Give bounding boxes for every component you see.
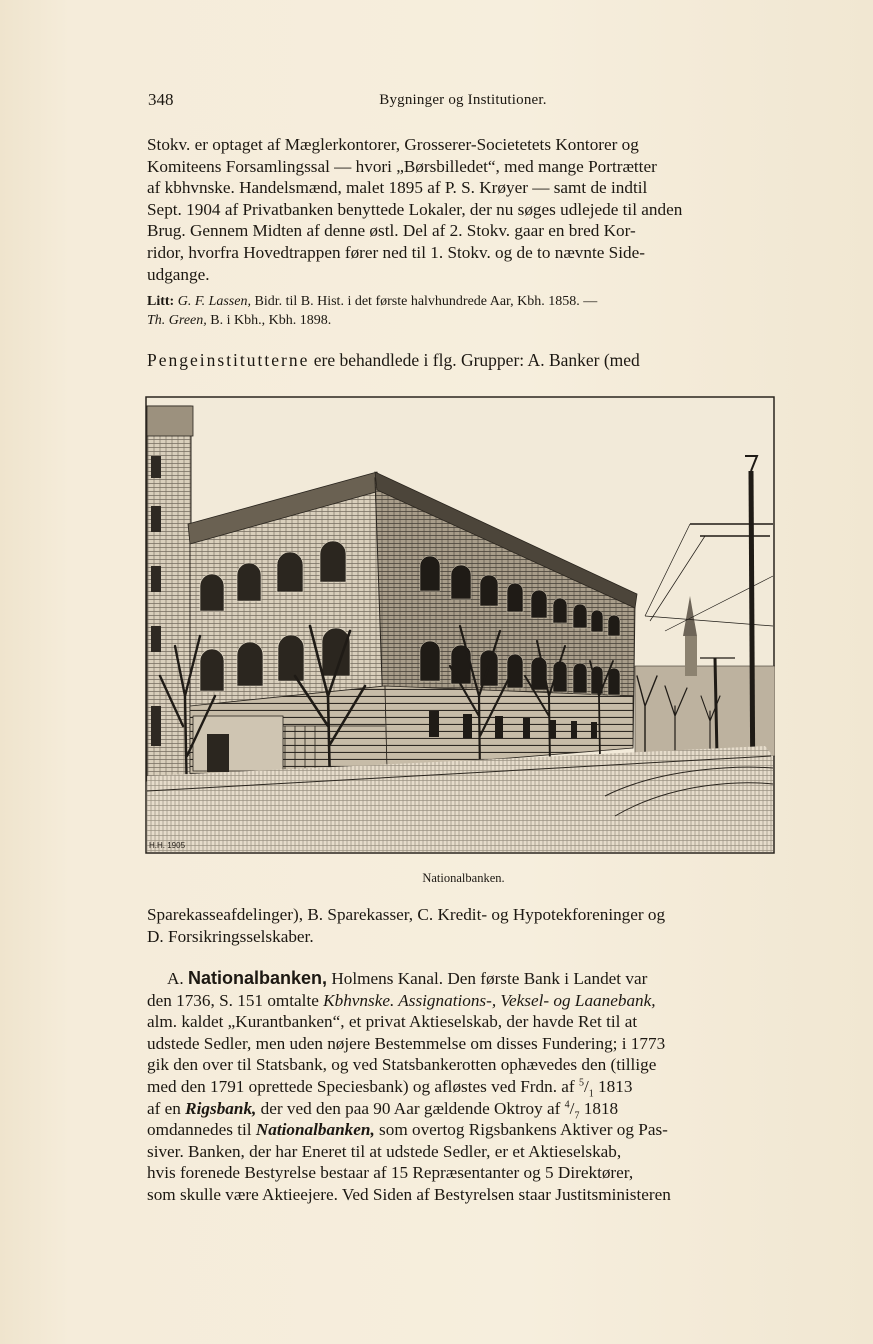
text-fragment: omdannedes til bbox=[147, 1120, 252, 1140]
text-line: som skulle være Aktieejere. Ved Siden af Bestyrelsen staar Justitsministeren bbox=[147, 1184, 671, 1204]
running-title: Bygninger og Institutioner. bbox=[379, 92, 547, 108]
text-fragment: den 1736, S. 151 omtalte bbox=[147, 990, 319, 1010]
text-line: D. Forsikringsselskaber. bbox=[147, 926, 314, 946]
text-line: Brug. Gennem Midten af denne østl. Del af 2. Stokv. gaar en bred Kor- bbox=[147, 221, 636, 241]
engraver-mark: H.H. 1905 bbox=[149, 841, 186, 850]
text-line: alm. kaldet „Kurantbanken“, et privat Aktieselskab, der havde Ret til at bbox=[147, 1012, 638, 1032]
page-header bbox=[148, 90, 778, 114]
text-line: ridor, hvorfra Hovedtrappen fører ned til 1. Stokv. og de to nævnte Side- bbox=[147, 242, 645, 262]
section-prefix: A. bbox=[167, 969, 184, 988]
text-fragment-italic: Nationalbanken, bbox=[255, 1120, 375, 1140]
lit-label: Litt: bbox=[147, 294, 175, 309]
paragraph-groups bbox=[147, 904, 780, 947]
fraction-numerator: 5 bbox=[578, 1077, 584, 1089]
text-fragment-italic: Kbhvnske. Assignations-, Veksel- og Laanebank, bbox=[323, 990, 656, 1010]
text-line: af kbhvnske. Handelsmænd, malet 1895 af P. S. Krøyer — samt de indtil bbox=[147, 178, 648, 198]
text-line: hvis forenede Bestyrelse bestaar af 15 Repræsentanter og 5 Direktører, bbox=[147, 1163, 634, 1183]
text-fragment: der ved den paa 90 Aar gældende Oktroy af bbox=[260, 1098, 561, 1118]
text-line: gik den over til Statsbank, og ved Statsbankerotten ophævedes den (tillige bbox=[147, 1055, 657, 1075]
text-line: Sept. 1904 af Privatbanken benyttede Lokaler, der nu søges udlejede til anden bbox=[147, 199, 683, 219]
literature-reference bbox=[147, 292, 780, 330]
text-fragment: af en bbox=[147, 1098, 181, 1118]
text-line: Sparekasseafdelinger), B. Sparekasser, C. Kredit- og Hypotekforeninger og bbox=[147, 905, 666, 924]
nationalbanken-illustration bbox=[145, 396, 775, 854]
paragraph-stock-exchange bbox=[147, 134, 780, 285]
lit-text: B. i Kbh., Kbh. 1898. bbox=[210, 313, 332, 328]
fraction-denominator: 1 bbox=[588, 1088, 594, 1100]
text-line: udgange. bbox=[147, 264, 210, 284]
text-fragment: som overtog Rigsbankens Aktiver og Pas- bbox=[379, 1120, 668, 1140]
intro-line bbox=[147, 350, 780, 372]
text-fragment-italic: Rigsbank, bbox=[185, 1098, 257, 1118]
section-title: Nationalbanken, bbox=[188, 968, 328, 988]
text-fragment: Holmens Kanal. Den første Bank i Landet var bbox=[331, 969, 648, 988]
text-fragment: 1813 bbox=[598, 1076, 633, 1096]
text-fragment: med den 1791 oprettede Speciesbank) og afløstes ved Frdn. af bbox=[147, 1076, 575, 1096]
text-fragment: 1818 bbox=[583, 1098, 619, 1118]
section-nationalbanken: A. Nationalbanken, Holmens Kanal. Den første Bank i Landet var den 1736, S. 151 omtalte Kbhvnske. Assignations-, Veksel- og Laanebank, alm. kaldet „Kurantbanken“, et privat Aktieselskab, der havde Ret til at udstede Sedler, men uden nøjere Bestemmelse om disses Fundering; i 1773 gik den over til Statsbank, og ved Statsbankerotten ophævedes den (tillige med den 1791 oprettede Speciesbank) og afløstes ved Frdn. af $^5/_1$ 1813 af en Rigsbank, der ved den paa 90 Aar gældende Oktroy af $^4/_7$ 1818 omdannedes til Nationalbanken, som overtog Rigsbankens Aktiver og Pas- siver. Banken, der har Eneret til at udstede Sedler, er et Aktieselskab, hvis forenede Bestyrelse bestaar af 15 Repræsentanter og 5 Direktører, som skulle være Aktieejere. Ved Siden af Bestyrelsen staar Justitsministeren bbox=[147, 968, 780, 1206]
fraction-numerator: 4 bbox=[564, 1098, 570, 1110]
text-line: Stokv. er optaget af Mæglerkontorer, Grosserer-Societetets Kontorer og bbox=[147, 135, 639, 154]
fraction-denominator: 7 bbox=[574, 1110, 580, 1121]
intro-text: ere behandlede i flg. Grupper: A. Banker (med bbox=[313, 350, 640, 370]
page-number: 348 bbox=[148, 90, 174, 109]
lit-author: G. F. Lassen, bbox=[177, 294, 251, 309]
text-line: Komiteens Forsamlingssal — hvori „Børsbilledet“, med mange Portrætter bbox=[147, 156, 657, 176]
lit-text: Bidr. til B. Hist. i det første halvhundrede Aar, Kbh. 1858. — bbox=[254, 294, 598, 309]
figure-caption: Nationalbanken. bbox=[422, 871, 505, 885]
spaced-term: Pengeinstitutterne bbox=[147, 350, 310, 370]
text-line: siver. Banken, der har Eneret til at udstede Sedler, er et Aktieselskab, bbox=[147, 1141, 622, 1161]
text-line: udstede Sedler, men uden nøjere Bestemmelse om disses Fundering; i 1773 bbox=[147, 1033, 666, 1053]
lit-author: Th. Green, bbox=[147, 313, 207, 328]
